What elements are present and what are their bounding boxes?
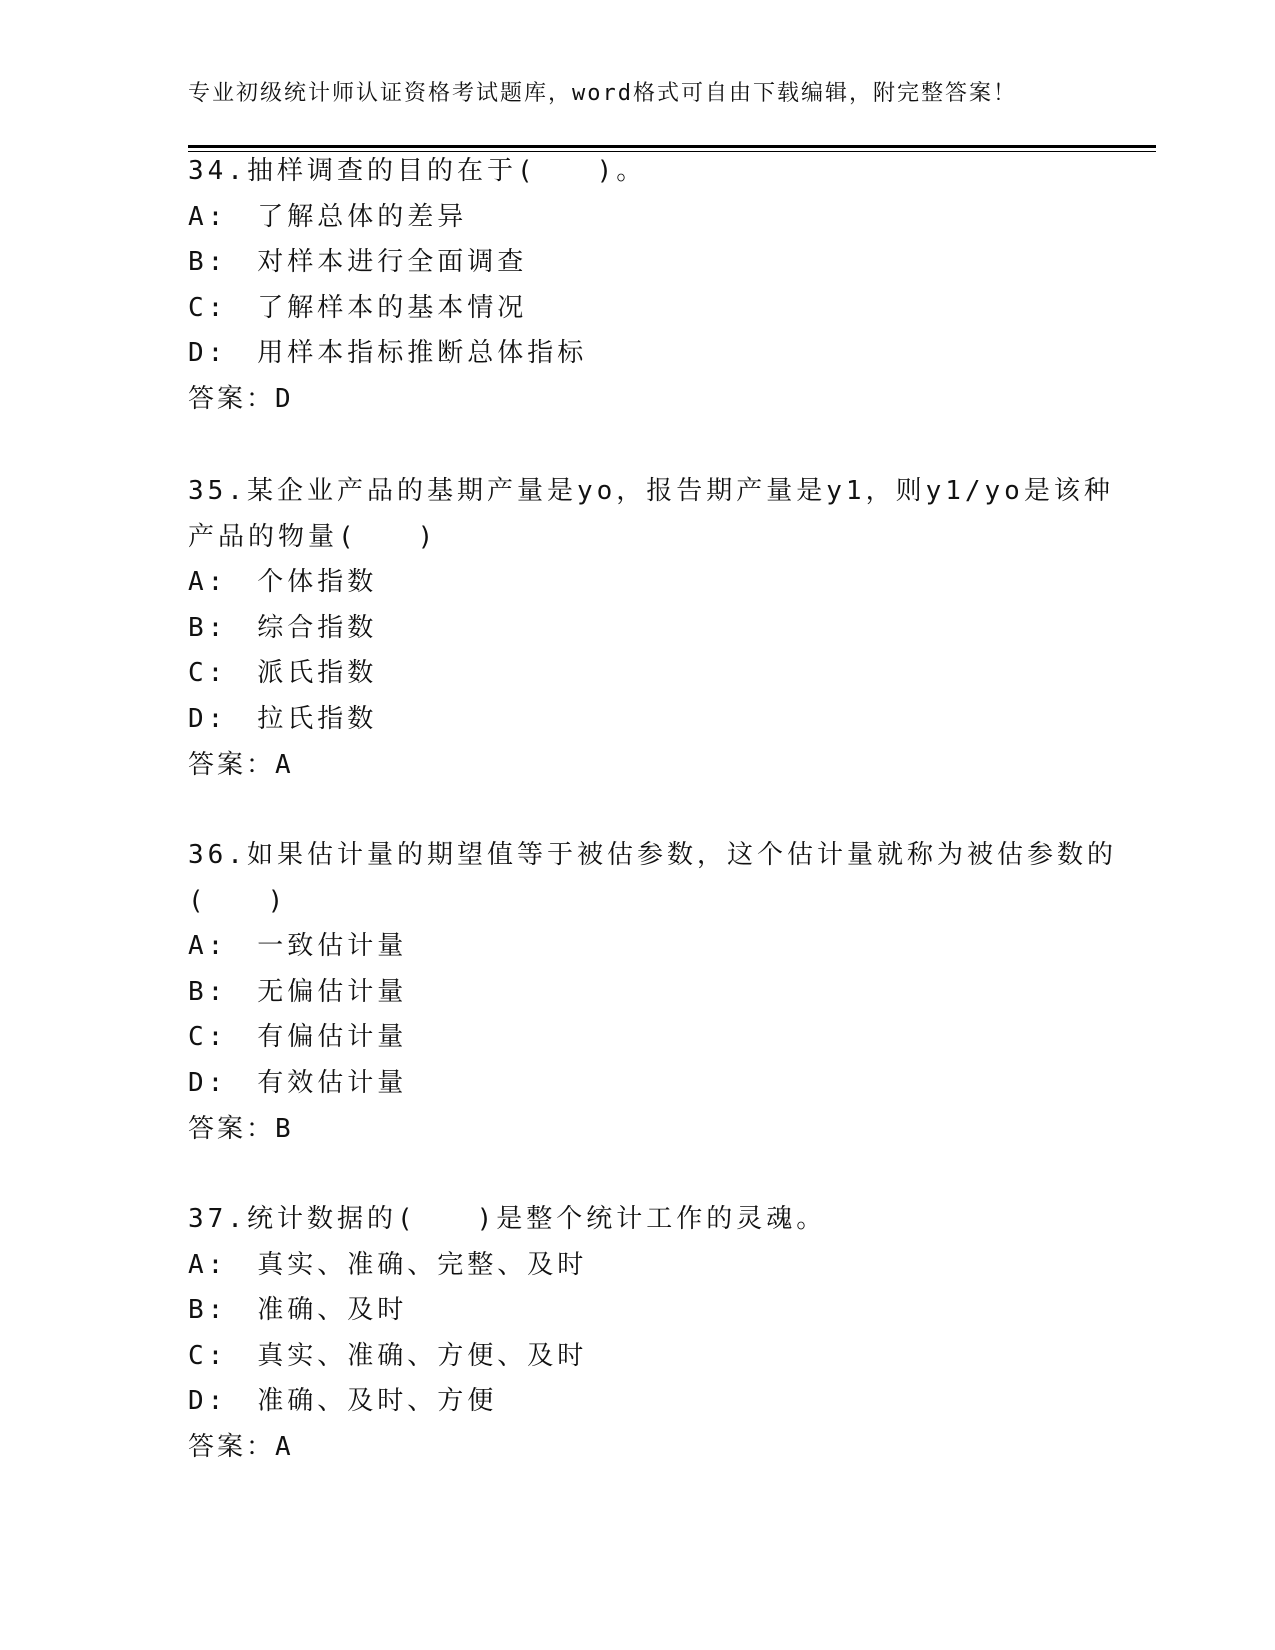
- answer: 答案：D: [188, 383, 294, 414]
- option-a: A: 一致估计量: [188, 931, 408, 962]
- answer: 答案：A: [188, 1431, 294, 1462]
- option-d: D: 有效估计量: [188, 1067, 408, 1098]
- question-35: [188, 469, 1114, 788]
- question-stem-continued: ( ): [188, 885, 288, 916]
- option-b: B: 对样本进行全面调查: [188, 247, 528, 278]
- option-c: C: 了解样本的基本情况: [188, 292, 528, 323]
- option-c: C: 派氏指数: [188, 658, 378, 689]
- question-34: [188, 149, 1088, 423]
- question-stem: 34.抽样调查的目的在于( )。: [188, 156, 647, 186]
- page-header: 专业初级统计师认证资格考试题库，word格式可自由下载编辑，附完整答案！: [188, 81, 1017, 106]
- question-stem: 36.如果估计量的期望值等于被估参数，这个估计量就称为被估参数的: [188, 840, 1117, 870]
- option-a: A: 个体指数: [188, 567, 378, 598]
- option-d: D: 准确、及时、方便: [188, 1386, 498, 1417]
- option-d: D: 拉氏指数: [188, 703, 378, 734]
- question-37: [188, 1197, 1088, 1471]
- option-a: A: 真实、准确、完整、及时: [188, 1249, 588, 1280]
- option-a: A: 了解总体的差异: [188, 201, 468, 232]
- question-stem: 37.统计数据的( )是整个统计工作的灵魂。: [188, 1204, 827, 1234]
- answer: 答案：B: [188, 1113, 294, 1144]
- option-b: B: 准确、及时: [188, 1295, 408, 1326]
- option-c: C: 有偏估计量: [188, 1022, 408, 1053]
- option-b: B: 综合指数: [188, 612, 378, 643]
- option-d: D: 用样本指标推断总体指标: [188, 338, 588, 369]
- header-divider-thick: [188, 145, 1156, 148]
- answer: 答案：A: [188, 749, 294, 780]
- option-b: B: 无偏估计量: [188, 976, 408, 1007]
- question-36: [188, 833, 1117, 1152]
- question-stem-continued: 产品的物量( ): [188, 521, 438, 552]
- question-stem: 35.某企业产品的基期产量是yo，报告期产量是y1，则y1/yo是该种: [188, 476, 1114, 506]
- option-c: C: 真实、准确、方便、及时: [188, 1340, 588, 1371]
